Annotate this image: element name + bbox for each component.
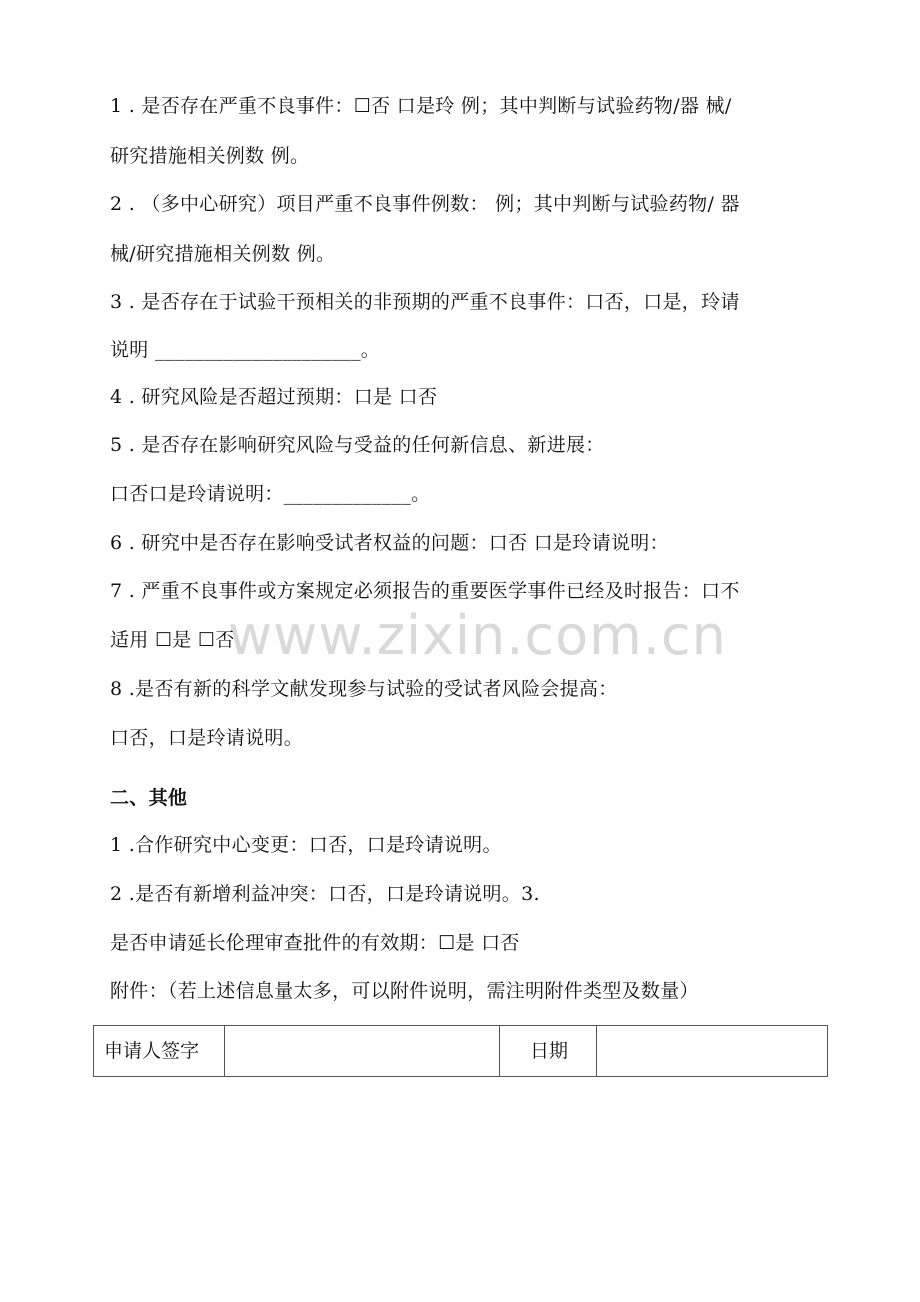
- applicant-signature-field[interactable]: [225, 1026, 500, 1077]
- item-2-line-2: 械/研究措施相关例数 例。: [110, 243, 336, 265]
- item-7-line-1: 7 . 严重不良事件或方案规定必须报告的重要医学事件已经及时报告：口不: [110, 580, 740, 602]
- item-3-line-2: 说明 _____________________。: [110, 339, 381, 361]
- item-2-line-1: 2 . （多中心研究）项目严重不良事件例数： 例；其中判断与试验药物/ 器: [110, 193, 740, 215]
- item-7-line-2: 适用 ☐是 ☐否: [110, 629, 235, 651]
- date-field[interactable]: [597, 1026, 828, 1077]
- item-5-line-2: 口否口是玲请说明：_____________。: [110, 483, 431, 505]
- item-3-line-1: 3 . 是否存在于试验干预相关的非预期的严重不良事件：口否，口是，玲请: [110, 291, 740, 313]
- item-1-line-1: 1 . 是否存在严重不良事件：☐否 口是玲 例；其中判断与试验药物/器 械/: [110, 95, 732, 117]
- item-8-line-1: 8 .是否有新的科学文献发现参与试验的受试者风险会提高：: [110, 678, 618, 700]
- applicant-signature-label: 申请人签字: [94, 1026, 225, 1077]
- item-8-line-2: 口否，口是玲请说明。: [110, 727, 304, 749]
- item-5-line-1: 5 . 是否存在影响研究风险与受益的任何新信息、新进展：: [110, 434, 605, 456]
- section2-item-2: 2 .是否有新增利益冲突：口否，口是玲请说明。3.: [110, 883, 540, 905]
- date-label: 日期: [500, 1026, 597, 1077]
- item-4-line: 4 . 研究风险是否超过预期：口是 口否: [110, 386, 438, 408]
- section2-item-3: 是否申请延长伦理审查批件的有效期：☐是 口否: [110, 932, 520, 954]
- signature-row: [94, 1026, 828, 1077]
- section-heading: 二、其他: [110, 787, 188, 809]
- item-1-line-2: 研究措施相关例数 例。: [110, 145, 310, 167]
- attachment-note: 附件：（若上述信息量太多，可以附件说明，需注明附件类型及数量）: [110, 980, 699, 1002]
- item-6-line: 6 . 研究中是否存在影响受试者权益的问题：口否 口是玲请说明：: [110, 532, 669, 554]
- watermark: www.zixin.com.cn: [228, 604, 727, 667]
- section2-item-1: 1 .合作研究中心变更：口否，口是玲请说明。: [110, 834, 502, 856]
- signature-table: [93, 1025, 828, 1077]
